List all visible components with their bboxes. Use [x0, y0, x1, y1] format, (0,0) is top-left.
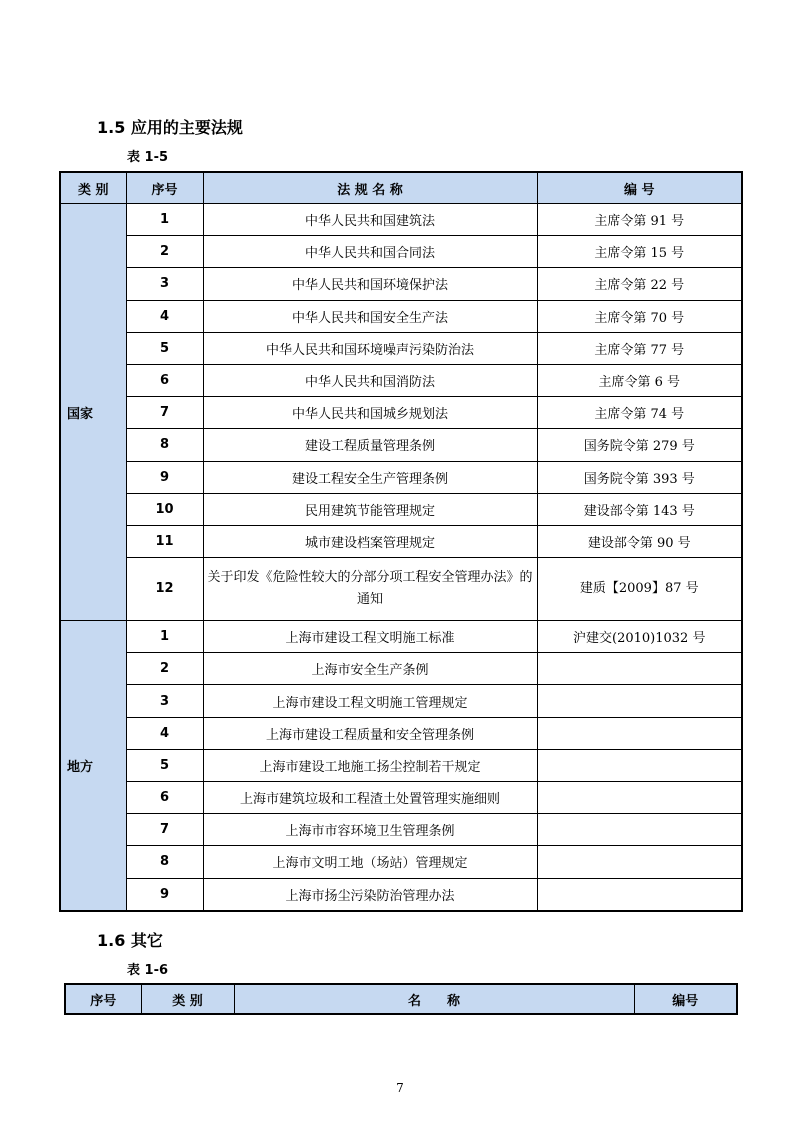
index-cell: 12	[126, 558, 203, 621]
table-row	[60, 558, 742, 621]
index-cell: 5	[126, 332, 203, 364]
regulation-name-cell: 民用建筑节能管理规定	[203, 493, 537, 525]
regulation-name-cell: 中华人民共和国安全生产法	[203, 300, 537, 332]
table-row	[60, 493, 742, 525]
table-caption-1-5: 表 1-5	[127, 150, 169, 165]
index-cell: 3	[126, 685, 203, 717]
index-cell: 4	[126, 300, 203, 332]
regulation-name-cell: 建设工程安全生产管理条例	[203, 461, 537, 493]
section-heading-1-5: 1.5 应用的主要法规	[97, 118, 243, 137]
code-cell: 主席令第 74 号	[537, 397, 742, 429]
page-number: 7	[396, 1081, 404, 1095]
regulation-name-cell: 中华人民共和国环境保护法	[203, 268, 537, 300]
header-index: 序号	[65, 984, 141, 1014]
regulation-name-cell: 关于印发《危险性较大的分部分项工程安全管理办法》的通知	[203, 558, 537, 621]
code-cell	[537, 685, 742, 717]
table-row	[60, 814, 742, 846]
header-category: 类 别	[60, 172, 126, 204]
code-cell	[537, 717, 742, 749]
table-row	[60, 300, 742, 332]
code-cell: 建质【2009】87 号	[537, 558, 742, 621]
other-table	[64, 983, 738, 1015]
code-cell: 主席令第 91 号	[537, 204, 742, 236]
code-cell: 建设部令第 90 号	[537, 525, 742, 557]
index-cell: 2	[126, 236, 203, 268]
index-cell: 3	[126, 268, 203, 300]
regulations-table	[59, 171, 743, 912]
table-row	[60, 621, 742, 653]
table-row	[60, 749, 742, 781]
index-cell: 8	[126, 429, 203, 461]
table-row	[60, 717, 742, 749]
regulation-name-cell: 上海市扬尘污染防治管理办法	[203, 878, 537, 911]
regulation-name-cell: 中华人民共和国合同法	[203, 236, 537, 268]
header-name: 名 称	[234, 984, 634, 1014]
code-cell	[537, 653, 742, 685]
regulation-name-cell: 中华人民共和国城乡规划法	[203, 397, 537, 429]
regulation-name-cell: 中华人民共和国环境噪声污染防治法	[203, 332, 537, 364]
code-cell	[537, 878, 742, 911]
index-cell: 2	[126, 653, 203, 685]
table-row	[60, 268, 742, 300]
index-cell: 7	[126, 397, 203, 429]
index-cell: 11	[126, 525, 203, 557]
index-cell: 9	[126, 878, 203, 911]
table-header-row	[60, 172, 742, 204]
regulation-name-cell: 建设工程质量管理条例	[203, 429, 537, 461]
code-cell: 主席令第 15 号	[537, 236, 742, 268]
table-caption-1-6: 表 1-6	[127, 963, 169, 978]
code-cell	[537, 749, 742, 781]
regulation-name-cell: 上海市文明工地（场站）管理规定	[203, 846, 537, 878]
table-row	[60, 846, 742, 878]
category-cell: 国家	[60, 204, 126, 621]
index-cell: 1	[126, 621, 203, 653]
regulation-name-cell: 上海市安全生产条例	[203, 653, 537, 685]
index-cell: 8	[126, 846, 203, 878]
index-cell: 6	[126, 782, 203, 814]
regulation-name-cell: 上海市市容环境卫生管理条例	[203, 814, 537, 846]
header-code: 编 号	[537, 172, 742, 204]
index-cell: 1	[126, 204, 203, 236]
regulation-name-cell: 上海市建筑垃圾和工程渣土处置管理实施细则	[203, 782, 537, 814]
table-header-row	[65, 984, 737, 1014]
table-row	[60, 332, 742, 364]
index-cell: 6	[126, 364, 203, 396]
table-row	[60, 782, 742, 814]
header-regulation-name: 法 规 名 称	[203, 172, 537, 204]
table-row	[60, 685, 742, 717]
index-cell: 9	[126, 461, 203, 493]
table-row	[60, 525, 742, 557]
table-row	[60, 397, 742, 429]
code-cell: 沪建交(2010)1032 号	[537, 621, 742, 653]
code-cell	[537, 846, 742, 878]
regulation-name-cell: 城市建设档案管理规定	[203, 525, 537, 557]
header-category: 类 别	[141, 984, 234, 1014]
regulation-name-cell: 上海市建设工程文明施工管理规定	[203, 685, 537, 717]
index-cell: 4	[126, 717, 203, 749]
table-row	[60, 364, 742, 396]
index-cell: 10	[126, 493, 203, 525]
table-row	[60, 878, 742, 911]
header-code: 编号	[634, 984, 737, 1014]
index-cell: 5	[126, 749, 203, 781]
code-cell: 国务院令第 279 号	[537, 429, 742, 461]
table-row	[60, 204, 742, 236]
table-row	[60, 429, 742, 461]
code-cell: 主席令第 6 号	[537, 364, 742, 396]
regulation-name-cell: 上海市建设工地施工扬尘控制若干规定	[203, 749, 537, 781]
table-row	[60, 653, 742, 685]
code-cell: 主席令第 70 号	[537, 300, 742, 332]
regulation-name-cell: 中华人民共和国建筑法	[203, 204, 537, 236]
code-cell: 建设部令第 143 号	[537, 493, 742, 525]
regulation-name-cell: 中华人民共和国消防法	[203, 364, 537, 396]
section-heading-1-6: 1.6 其它	[97, 931, 163, 950]
index-cell: 7	[126, 814, 203, 846]
code-cell	[537, 814, 742, 846]
code-cell: 主席令第 22 号	[537, 268, 742, 300]
regulation-name-cell: 上海市建设工程文明施工标准	[203, 621, 537, 653]
code-cell: 主席令第 77 号	[537, 332, 742, 364]
header-index: 序号	[126, 172, 203, 204]
code-cell	[537, 782, 742, 814]
table-row	[60, 236, 742, 268]
category-cell: 地方	[60, 621, 126, 911]
code-cell: 国务院令第 393 号	[537, 461, 742, 493]
table-row	[60, 461, 742, 493]
regulation-name-cell: 上海市建设工程质量和安全管理条例	[203, 717, 537, 749]
